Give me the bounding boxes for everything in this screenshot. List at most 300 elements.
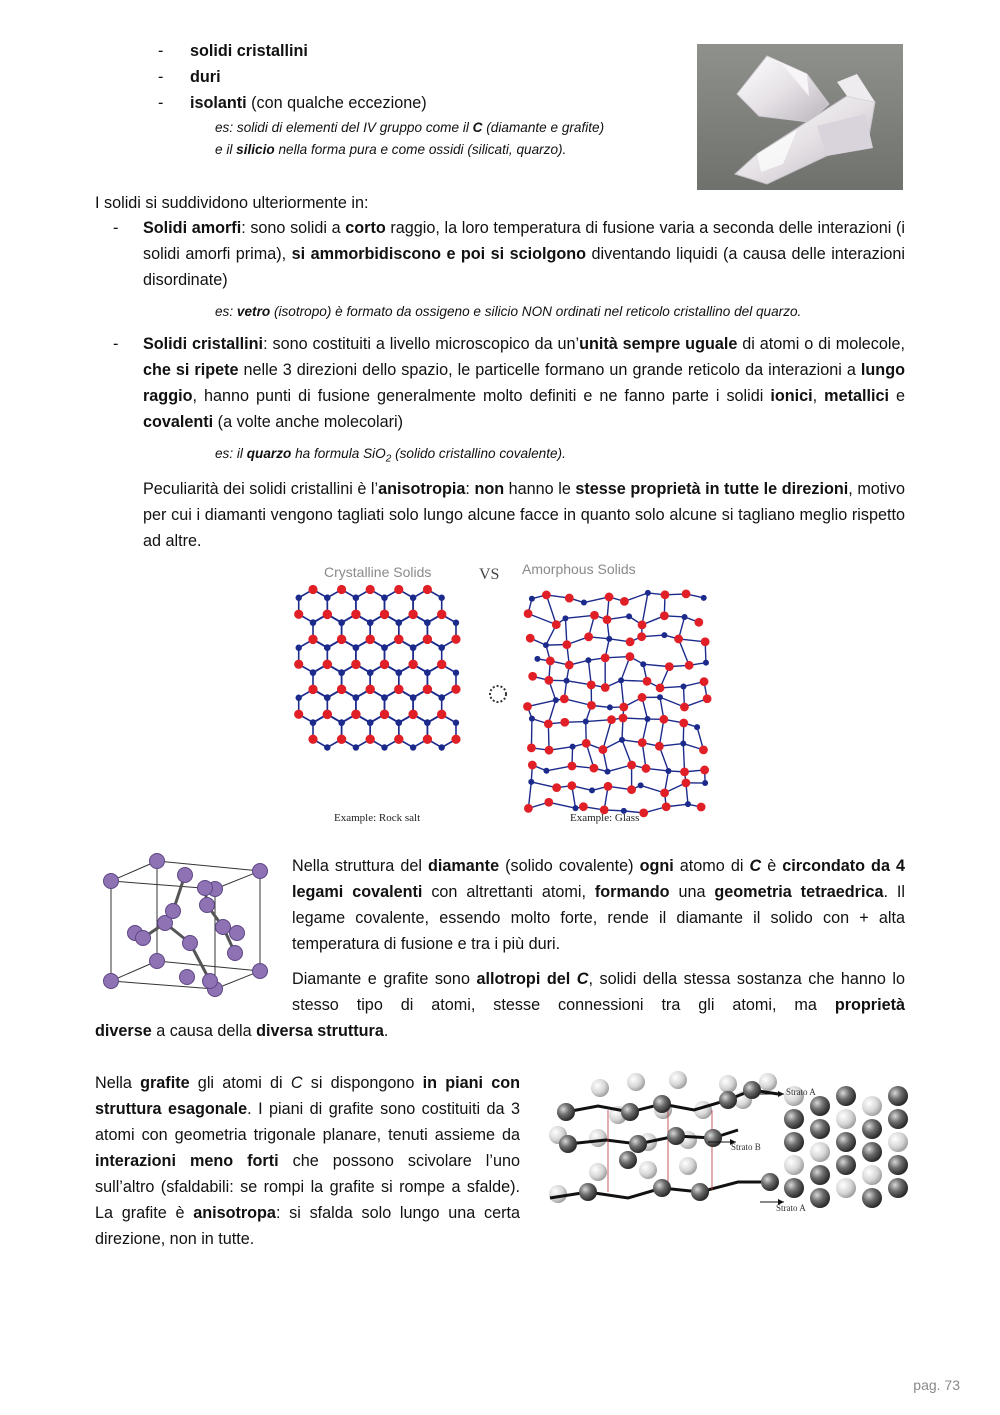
network-atom [529, 716, 535, 722]
lattice-atom [438, 595, 444, 601]
network-atom [601, 653, 610, 662]
network-atom [680, 703, 689, 712]
lattice-atom [396, 670, 402, 676]
network-atom [564, 678, 570, 684]
network-atom [544, 798, 553, 807]
lattice-atom [451, 635, 460, 644]
lattice-atom [324, 645, 330, 651]
lattice-atom [438, 695, 444, 701]
cristallini-paragraph: Solidi cristallini: sono costituiti a livello microscopico da un’unità sempre uguale di atomi o di molecole, che si ripete nelle 3 direzioni dello spazio, le particelle formano un grande reticolo da interazioni a lungo raggio, hanno punti di fusione generalmente molto definiti e ne fanno parte i solidi ionici, metallici e covalenti (a volte anche molecolari) [143, 335, 905, 431]
network-atom [553, 697, 559, 703]
network-atom [639, 808, 648, 817]
lattice-atom [409, 710, 418, 719]
lattice-atom [308, 585, 317, 594]
allotropi-paragraph-b: diverse a causa della diversa struttura. [95, 1022, 389, 1040]
network-atom [697, 803, 706, 812]
amorfi-paragraph: Solidi amorfi: sono solidi a corto raggio, la loro temperatura di fusione varia a seconda delle interazioni (i solidi amorfi prima), si ammorbidiscono e poi si sciolgono diventando liquidi (a causa delle interazioni disordinate) [143, 219, 905, 289]
network-atom [543, 768, 549, 774]
example-text: (diamante e grafite) [482, 120, 605, 135]
lattice-atom [366, 685, 375, 694]
arrow-head-icon [778, 1091, 784, 1097]
network-atom [626, 652, 635, 661]
graphite-atom-light [810, 1142, 830, 1162]
carbon-atom [180, 970, 195, 985]
network-atom [587, 680, 596, 689]
network-atom [552, 783, 561, 792]
lattice-atom [296, 645, 302, 651]
lattice-atom [337, 735, 346, 744]
graphite-atom-dark [862, 1119, 882, 1139]
network-atom [599, 745, 608, 754]
graphite-atom-light [639, 1161, 657, 1179]
top-list [158, 38, 678, 116]
lattice-atom [367, 670, 373, 676]
example-text: e il [215, 142, 237, 157]
list-dash: - [158, 42, 164, 60]
lattice-atom [396, 720, 402, 726]
network-atom [679, 719, 688, 728]
carbon-atom [166, 904, 181, 919]
network-atom [527, 743, 536, 752]
lattice-atom [351, 710, 360, 719]
graphite-atom-dark [784, 1178, 804, 1198]
lattice-atom [353, 744, 359, 750]
network-atom [627, 785, 636, 794]
lattice-cell [313, 715, 342, 748]
graphite-atom-dark [559, 1135, 577, 1153]
network-atom [570, 744, 576, 750]
graphite-atom-dark [784, 1109, 804, 1129]
network-atom [607, 704, 613, 710]
network-atom [544, 676, 553, 685]
lattice-atom [410, 744, 416, 750]
network-bond [546, 595, 556, 625]
network-atom [655, 742, 664, 751]
lattice-atom [451, 735, 460, 744]
graphite-atom-dark [653, 1179, 671, 1197]
example-text: nella forma pura e come ossidi (silicati, quarzo). [274, 142, 567, 157]
network-atom [701, 637, 710, 646]
network-atom [626, 637, 635, 646]
graphite-atom-light [836, 1109, 856, 1129]
lattice-atom [394, 635, 403, 644]
graphite-atom-light [589, 1163, 607, 1181]
graphite-atom-dark [888, 1109, 908, 1129]
network-atom [662, 802, 671, 811]
graphite-atom-dark [704, 1129, 722, 1147]
graphite-atom-light [759, 1073, 777, 1091]
network-atom [619, 714, 628, 723]
lattice-atom [323, 660, 332, 669]
network-atom [604, 782, 613, 791]
lattice-atom [337, 585, 346, 594]
network-atom [643, 677, 652, 686]
cell-edge [111, 981, 215, 989]
graphite-atom-dark [888, 1178, 908, 1198]
network-atom [645, 590, 651, 596]
lattice-atom [453, 670, 459, 676]
anisotropia-paragraph: Peculiarità dei solidi cristallini è l’anisotropia: non hanno le stesse proprietà in tutte le direzioni, motivo per cui i diamanti vengono tagliati solo lungo alcune facce in quanto solo alcune si tagliano meglio rispetto ad altre. [143, 480, 905, 550]
network-atom [661, 632, 667, 638]
figure-caption-rock-salt: Example: Rock salt [334, 812, 421, 824]
graphite-atom-light [862, 1165, 882, 1185]
network-atom [637, 632, 646, 641]
network-atom [573, 805, 579, 811]
lattice-atom [353, 595, 359, 601]
lattice-cell [399, 715, 428, 748]
list-item-bold: isolanti [190, 94, 247, 112]
example-quarzo: es: il quarzo ha formula SiO$_2$ (solido cristallino covalente). [215, 446, 566, 465]
intro-text: I solidi si suddividono ulteriormente in: [95, 194, 369, 212]
lattice-atom [437, 610, 446, 619]
network-atom [560, 694, 569, 703]
network-atom [701, 595, 707, 601]
network-atom [682, 778, 691, 787]
label-strato-b: Strato B [731, 1142, 761, 1152]
network-atom [552, 620, 561, 629]
list-item [158, 38, 678, 64]
quartz-crystal-photo [697, 44, 903, 190]
list-item-bold: solidi cristallini [190, 42, 308, 60]
network-atom [524, 609, 533, 618]
lattice-atom [353, 695, 359, 701]
graphite-atom-dark [810, 1119, 830, 1139]
network-atom [534, 656, 540, 662]
graphite-atom-dark [888, 1086, 908, 1106]
graphite-atom-dark [836, 1155, 856, 1175]
network-atom [585, 657, 591, 663]
lattice-atom [337, 635, 346, 644]
network-atom [627, 761, 636, 770]
lattice-atom [409, 660, 418, 669]
lattice-atom [380, 610, 389, 619]
network-atom [682, 589, 691, 598]
allotropi-paragraph-a: Diamante e grafite sono allotropi del C, solidi della stessa sostanza che hanno lo stesso tipo di atomi, stesse connessioni tra gli atomi, ma proprietà [292, 970, 905, 1014]
network-atom [529, 596, 535, 602]
network-atom [703, 694, 712, 703]
lattice-atom [308, 635, 317, 644]
lattice-atom [324, 695, 330, 701]
page-number: pag. 73 [913, 1377, 960, 1393]
lattice-atom [438, 645, 444, 651]
network-atom [665, 662, 674, 671]
graphite-atom-light [888, 1132, 908, 1152]
network-atom [619, 737, 625, 743]
network-atom [565, 594, 574, 603]
carbon-atom [228, 946, 243, 961]
network-atom [665, 768, 671, 774]
carbon-atom [136, 931, 151, 946]
cell-edge [157, 861, 260, 871]
network-atom [601, 683, 610, 692]
lattice-atom [381, 645, 387, 651]
network-atom [526, 634, 535, 643]
network-atom [545, 746, 554, 755]
lattice-atom [437, 660, 446, 669]
network-atom [528, 779, 534, 785]
lattice-atom [424, 620, 430, 626]
lattice-atom [367, 620, 373, 626]
network-atom [523, 702, 532, 711]
network-atom [584, 632, 593, 641]
graphite-atom-light [549, 1185, 567, 1203]
lattice-atom [351, 610, 360, 619]
network-atom [660, 611, 669, 620]
lattice-atom [310, 620, 316, 626]
graphite-atom-light [669, 1071, 687, 1089]
graphite-atom-dark [810, 1188, 830, 1208]
carbon-atom [104, 874, 119, 889]
lattice-atom [308, 685, 317, 694]
network-atom [582, 739, 591, 748]
carbon-atom [178, 868, 193, 883]
example-vetro: es: vetro (isotropo) è formato da ossigeno e silicio NON ordinati nel reticolo cristallino del quarzo. [215, 304, 802, 319]
network-atom [562, 640, 571, 649]
lattice-atom [353, 645, 359, 651]
graphite-atom-light [836, 1178, 856, 1198]
lattice-atom [439, 744, 445, 750]
graphite-atom-dark [621, 1103, 639, 1121]
network-atom [579, 802, 588, 811]
graphite-atom-dark [810, 1096, 830, 1116]
lattice-atom [310, 670, 316, 676]
figure-caption-glass: Example: Glass [570, 812, 640, 824]
lattice-atom [451, 685, 460, 694]
network-atom [583, 719, 589, 725]
graphite-atom-dark [784, 1132, 804, 1152]
graphite-layers-figure [538, 1070, 910, 1220]
graphite-atom-dark [836, 1086, 856, 1106]
lattice-atom [424, 720, 430, 726]
lattice-atom [294, 710, 303, 719]
graphite-atom-light [679, 1157, 697, 1175]
figure-title-amorphous: Amorphous Solids [522, 561, 636, 577]
network-atom [642, 764, 651, 773]
network-atom [605, 593, 614, 602]
network-bond [642, 593, 648, 625]
lattice-atom [338, 620, 344, 626]
network-atom [543, 642, 549, 648]
list-dash: - [158, 68, 164, 86]
amorphous-network [523, 589, 711, 817]
network-atom [620, 597, 629, 606]
cell-edge [157, 961, 260, 971]
network-atom [607, 715, 616, 724]
network-atom [703, 660, 709, 666]
graphite-atom-dark [761, 1173, 779, 1191]
label-strato-a-top: Strato A [786, 1087, 816, 1097]
network-atom [680, 767, 689, 776]
carbon-atom [253, 964, 268, 979]
network-atom [590, 611, 599, 620]
network-atom [587, 701, 596, 710]
carbon-atom [104, 974, 119, 989]
lattice-atom [423, 585, 432, 594]
network-atom [589, 787, 595, 793]
carbon-atom [150, 954, 165, 969]
lattice-atom [324, 595, 330, 601]
network-atom [702, 780, 708, 786]
network-atom [640, 661, 646, 667]
amorfi-dash: - [113, 219, 119, 237]
carbon-atom [150, 854, 165, 869]
graphite-atom-light [627, 1073, 645, 1091]
graphite-atoms [549, 1071, 908, 1208]
carbon-atom [230, 926, 245, 941]
diamante-paragraph: Nella struttura del diamante (solido covalente) ogni atomo di C è circondato da 4 legami covalenti con altrettanti atomi, formando una geometria tetraedrica. Il legame covalente, essendo molto forte, rende il diamante il solido con + alta temperatura di fusione e tra i più duri. [292, 857, 905, 953]
figure-vs: VS [479, 566, 500, 583]
example-text: es: solidi di elementi del IV gruppo come il [215, 120, 473, 135]
graphite-atom-dark [743, 1081, 761, 1099]
lattice-atom [423, 685, 432, 694]
crystalline-lattice [294, 585, 460, 751]
network-atom [700, 766, 709, 775]
label-strato-a-bottom: Strato A [776, 1203, 806, 1213]
graphite-atom-light [591, 1079, 609, 1097]
lattice-atom [394, 735, 403, 744]
graphite-atom-dark [862, 1188, 882, 1208]
carbon-atom [203, 974, 218, 989]
carbon-atom [183, 936, 198, 951]
network-atom [562, 615, 568, 621]
cristallini-dash: - [113, 335, 119, 353]
lattice-atom [310, 720, 316, 726]
network-atom [619, 703, 628, 712]
network-atom [589, 764, 598, 773]
network-atom [542, 591, 551, 600]
lattice-atom [366, 585, 375, 594]
graphite-atom-dark [691, 1183, 709, 1201]
lattice-atom [294, 610, 303, 619]
network-atom [657, 694, 663, 700]
lattice-atom [423, 735, 432, 744]
carbon-atom [198, 881, 213, 896]
network-atom [546, 657, 555, 666]
network-atom [660, 788, 669, 797]
carbon-atom [216, 920, 231, 935]
network-atom [694, 618, 703, 627]
diamond-structure-figure [95, 853, 280, 1013]
carbon-atom [200, 898, 215, 913]
lattice-atom [453, 620, 459, 626]
graphite-atom-light [862, 1096, 882, 1116]
network-atom [528, 672, 537, 681]
lattice-atom [394, 585, 403, 594]
network-atom [603, 615, 612, 624]
network-atom [565, 661, 574, 670]
network-atom [568, 762, 577, 771]
network-atom [638, 693, 647, 702]
network-atom [700, 677, 709, 686]
sun-icon [490, 686, 506, 702]
lattice-atom [324, 744, 330, 750]
lattice-atom [323, 610, 332, 619]
lattice-atom [308, 735, 317, 744]
graphite-atom-dark [557, 1103, 575, 1121]
carbon-atom [253, 864, 268, 879]
network-atom [618, 677, 624, 683]
network-atom [544, 719, 553, 728]
graphite-atom-dark [836, 1132, 856, 1152]
list-item-rest: (con qualche eccezione) [246, 94, 427, 112]
lattice-atom [338, 720, 344, 726]
network-atom [528, 761, 537, 770]
graphite-atom-dark [619, 1151, 637, 1169]
network-atom [661, 590, 670, 599]
lattice-atom [410, 645, 416, 651]
lattice-cell [427, 715, 456, 748]
network-atom [680, 683, 686, 689]
crystalline-vs-amorphous-figure [286, 558, 712, 826]
lattice-atom [396, 620, 402, 626]
graphite-atom-dark [629, 1135, 647, 1153]
graphite-atom-dark [888, 1155, 908, 1175]
graphite-atom-light [589, 1129, 607, 1147]
network-atom [659, 715, 668, 724]
lattice-atom [366, 635, 375, 644]
example-iv-group [215, 117, 695, 161]
lattice-atom [351, 660, 360, 669]
network-atom [674, 635, 683, 644]
lattice-atom [381, 595, 387, 601]
network-atom [567, 781, 576, 790]
graphite-atom-dark [653, 1095, 671, 1113]
lattice-atom [409, 610, 418, 619]
lattice-atom [338, 670, 344, 676]
graphite-atom-light [719, 1075, 737, 1093]
list-item-bold: duri [190, 68, 221, 86]
lattice-atom [423, 635, 432, 644]
lattice-atom [437, 710, 446, 719]
lattice-atom [381, 695, 387, 701]
list-dash: - [158, 94, 164, 112]
graphite-atom-dark [719, 1091, 737, 1109]
graphite-atom-dark [667, 1127, 685, 1145]
network-bond [528, 614, 556, 625]
grafite-paragraph: Nella grafite gli atomi di C si dispongono in piani con struttura esagonale. I piani di grafite sono costituiti da 3 atomi con geometria trigonale planare, tenuti assieme da interazioni meno forti che possono scivolare l’uno sull’altro (sfaldabili: se rompi la grafite si rompe a sfalde). La grafite è anisotropa: si sfalda solo lungo una certa direzione, non in tutte. [95, 1074, 520, 1248]
lattice-atom [453, 720, 459, 726]
lattice-atom [410, 695, 416, 701]
network-atom [656, 683, 665, 692]
network-atom [680, 741, 686, 747]
network-atom [638, 782, 644, 788]
graphite-atom-dark [810, 1165, 830, 1185]
lattice-atom [366, 735, 375, 744]
lattice-atom [381, 744, 387, 750]
network-atom [626, 613, 632, 619]
graphite-atom-light [784, 1155, 804, 1175]
lattice-cell [370, 715, 399, 748]
network-atom [685, 661, 694, 670]
network-atom [581, 600, 587, 606]
network-atom [699, 745, 708, 754]
list-item [158, 64, 678, 90]
lattice-atom [380, 710, 389, 719]
lattice-atom [380, 660, 389, 669]
lattice-atom [424, 670, 430, 676]
network-atom [560, 718, 569, 727]
lattice-atom [394, 685, 403, 694]
network-atom [524, 804, 533, 813]
example-bold: C [472, 120, 483, 135]
network-atom [685, 801, 691, 807]
lattice-atom [296, 595, 302, 601]
lattice-atom [296, 695, 302, 701]
network-atom [644, 716, 650, 722]
network-atom [638, 620, 647, 629]
network-atom [682, 614, 688, 620]
network-atom [606, 636, 612, 642]
